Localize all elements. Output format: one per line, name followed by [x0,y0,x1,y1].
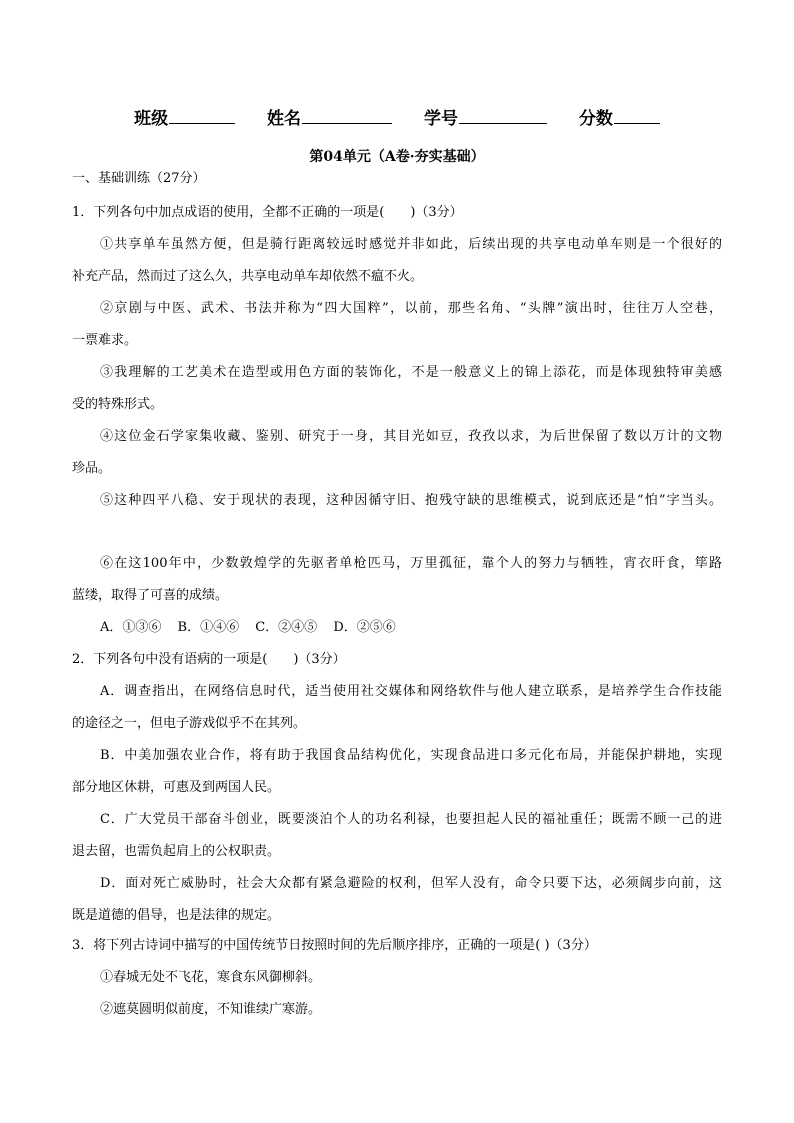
q1-item-5-line-1: ⑤这种四平八稳、安于现状的表现，这种因循守旧、抱残守缺的思维模式，说到底还是“怕”字当头。 [100,493,722,508]
q1-option-a[interactable]: A．①③⑥ [100,620,162,635]
q2-option-c-line-2: 退去留，也需负起肩上的公权职责。 [72,844,281,859]
class-blank[interactable] [169,107,235,124]
q1-item-3-line-2: 受的特殊形式。 [72,397,164,412]
unit-title: 第04单元（A卷·夯实基础） [309,149,485,165]
q2-option-d-line-1[interactable]: D．面对死亡威胁时，社会大众都有紧急避险的权利，但军人没有，命令只要下达，必须阔步向前，这 [100,876,722,891]
q2-option-d-line-2: 既是道德的倡导，也是法律的规定。 [72,908,281,923]
question-2-stem: 2．下列各句中没有语病的一项是( )（3分） [72,652,346,667]
q1-options [100,619,408,637]
q1-item-6-line-2: 蓝缕，取得了可喜的成绩。 [72,588,229,603]
question-1-stem: 1．下列各句中加点成语的使用，全都不正确的一项是( )（3分） [72,205,463,220]
class-field: 班级 [134,104,235,129]
q1-item-1-line-2: 补充产品，然而过了这么久，共享电动单车却依然不瘟不火。 [72,269,424,284]
q1-item-4-line-2: 珍品。 [72,461,112,476]
q1-option-d[interactable]: D．②⑤⑥ [333,620,396,635]
q1-item-1-line-1: ①共享单车虽然方便，但是骑行距离较远时感觉并非如此，后续出现的共享电动单车则是一个很好的 [100,237,722,252]
student-id-field: 学号 [424,104,547,129]
score-field: 分数 [579,104,660,129]
q1-option-b[interactable]: B．①④⑥ [177,620,240,635]
score-blank[interactable] [614,107,660,124]
q2-option-b-line-2: 部分地区休耕，可惠及到两国人民。 [72,780,281,795]
name-field: 姓名 [267,104,392,129]
q1-item-2-line-2: 一票难求。 [72,333,138,348]
q1-item-6-line-1: ⑥在这100年中，少数敦煌学的先驱者单枪匹马，万里孤征，靠个人的努力与牺牲，宵衣旰食，筚路 [100,556,722,571]
q2-option-a-line-1[interactable]: A．调查指出，在网络信息时代，适当使用社交媒体和网络软件与他人建立联系，是培养学生合作技能 [100,684,722,699]
q3-item-1: ①春城无处不飞花，寒食东风御柳斜。 [100,970,322,985]
q2-option-b-line-1[interactable]: B．中美加强农业合作，将有助于我国食品结构优化，实现食品进口多元化布局，并能保护耕地，实现 [100,748,722,763]
student-info-header [0,104,794,129]
q1-item-2-line-1: ②京剧与中医、武术、书法并称为“四大国粹”，以前，那些名角、“头牌”演出时，往往万人空巷， [100,301,722,316]
student-id-blank[interactable] [459,107,547,124]
q3-item-2: ②遮莫圆明似前度，不知谁续广寒游。 [100,1002,322,1017]
question-3-stem: 3．将下列古诗词中描写的中国传统节日按照时间的先后顺序排序，正确的一项是( )（3分） [72,938,597,953]
q2-option-a-line-2: 的途径之一，但电子游戏似乎不在其列。 [72,716,307,731]
name-blank[interactable] [302,107,392,124]
q1-option-c[interactable]: C．②④⑤ [255,620,318,635]
section-heading: 一、基础训练（27分） [72,171,206,186]
q1-item-3-line-1: ③我理解的工艺美术在造型或用色方面的装饰化，不是一般意义上的锦上添花，而是体现独特审美感 [100,365,722,380]
q1-item-4-line-1: ④这位金石学家集收藏、鉴别、研究于一身，其目光如豆，孜孜以求，为后世保留了数以万计的文物 [100,429,722,444]
q2-option-c-line-1[interactable]: C．广大党员干部奋斗创业，既要淡泊个人的功名利禄，也要担起人民的福祉重任；既需不顾一己的进 [100,812,722,827]
